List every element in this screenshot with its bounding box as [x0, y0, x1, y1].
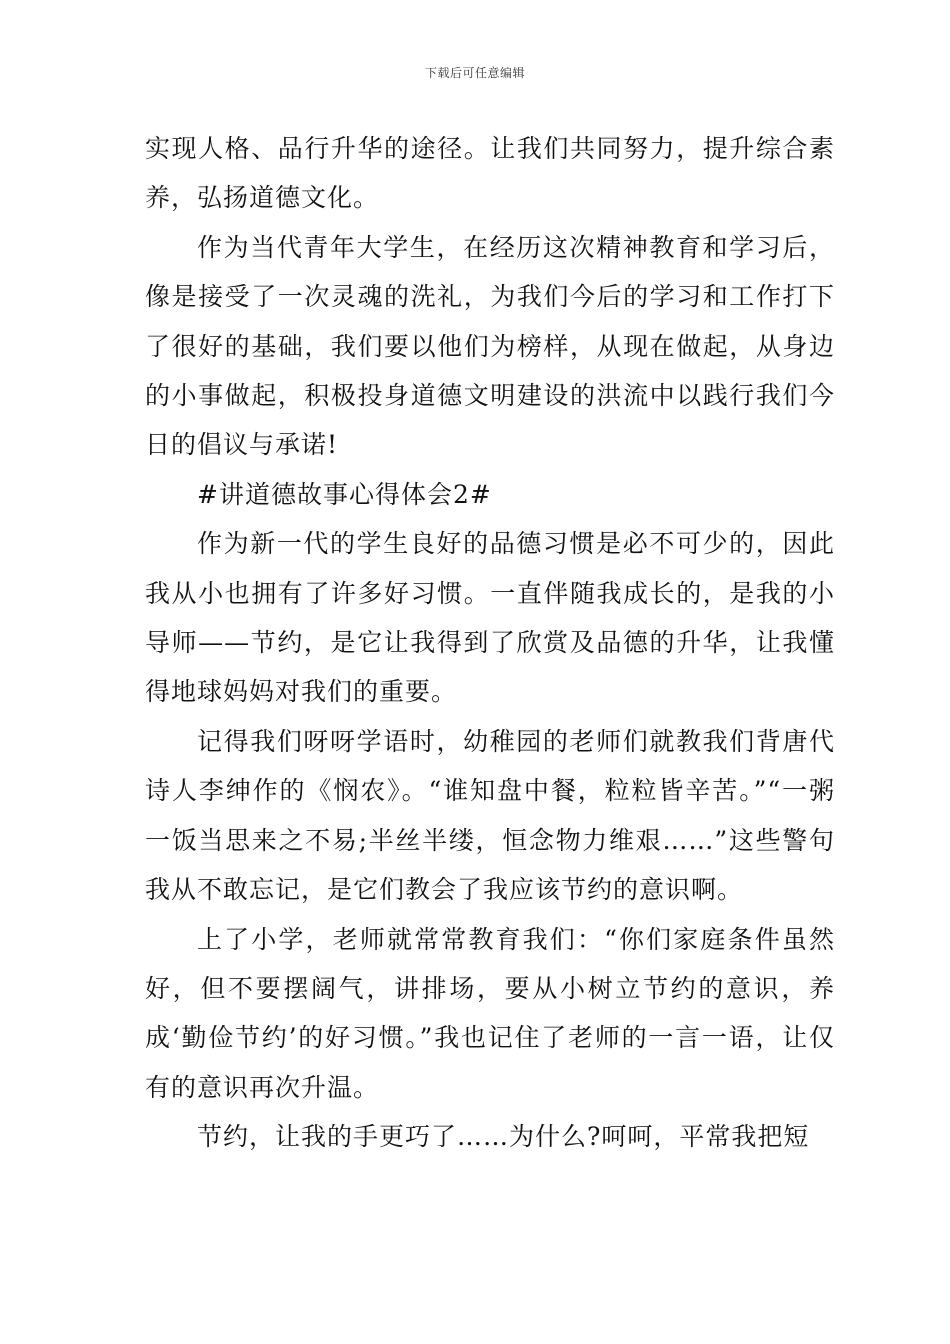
- paragraph-6: 节约，让我的手更巧了……为什么?呵呵，平常我把短: [197, 1122, 810, 1152]
- page-header: 下载后可任意编辑: [424, 66, 525, 80]
- section-heading: #讲道德故事心得体会2#: [197, 479, 492, 509]
- paragraph-5: 上了小学，老师就常常教育我们：“你们家庭条件虽然好，但不要摆阔气，讲排场，要从小树立节约的意识，养成‘勤俭节约’的好习惯。”我也记住了老师的一言一语，让仅有的意识再次升温。: [145, 924, 835, 1102]
- paragraph-2: 作为当代青年大学生，在经历这次精神教育和学习后，像是接受了一次灵魂的洗礼，为我们今后的学习和工作打下了很好的基础，我们要以他们为榜样，从现在做起，从身边的小事做起，积极投身道德文明建设的洪流中以践行我们今日的倡议与承诺!: [145, 232, 835, 460]
- paragraph-3: 作为新一代的学生良好的品德习惯是必不可少的，因此我从小也拥有了许多好习惯。一直伴随我成长的，是我的小导师——节约，是它让我得到了欣赏及品德的升华，让我懂得地球妈妈对我们的重要。: [145, 529, 835, 707]
- document-body: [145, 124, 835, 1162]
- paragraph-4: 记得我们呀呀学语时，幼稚园的老师们就教我们背唐代诗人李绅作的《悯农》。“谁知盘中餐，粒粒皆辛苦。”“一粥一饭当思来之不易;半丝半缕，恒念物力维艰……”这些警句我从不敢忘记，是它们教会了我应该节约的意识啊。: [145, 726, 835, 905]
- paragraph-1: 实现人格、品行升华的途径。让我们共同努力，提升综合素养，弘扬道德文化。: [145, 134, 835, 213]
